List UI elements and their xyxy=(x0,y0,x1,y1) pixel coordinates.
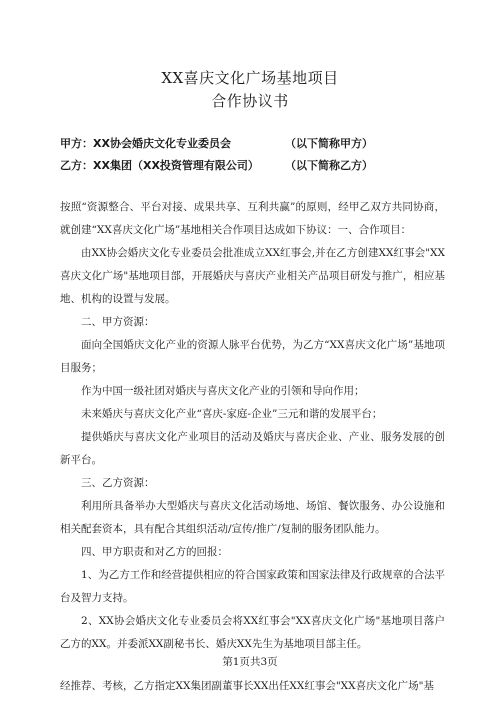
paragraph: 作为中国一级社团对婚庆与喜庆文化产业的引领和导向作用； xyxy=(81,385,365,397)
party-a-label: 甲方：XX协会婚庆文化专业委员会 xyxy=(60,137,231,150)
paragraph: 1、为乙方工作和经营提供相应的符合国家政策和国家法律及行政规章的合法平台及智力支持。 xyxy=(60,569,445,604)
party-b-line xyxy=(60,157,373,173)
party-b-label: 乙方：XX集团（XX投资管理有限公司） xyxy=(60,159,259,172)
party-a-line xyxy=(60,135,373,151)
page-footer: 第1页共3页 xyxy=(222,656,278,668)
party-a-note: （以下简称甲方） xyxy=(285,137,373,150)
paragraph: 三、乙方资源： xyxy=(81,477,155,489)
paragraph: 二、甲方资源： xyxy=(81,316,155,328)
paragraph: 由XX协会婚庆文化专业委员会批准成立XX红事会,并在乙方创建XX红事会"XX喜庆文化广场"基地项目部，开展婚庆与喜庆产业相关产品项目研发与推广，相应基地、机构的设置与发展。 xyxy=(60,247,445,305)
paragraph: 面向全国婚庆文化产业的资源人脉平台优势，为乙方“XX喜庆文化广场”基地项目服务； xyxy=(60,339,445,374)
paragraph: 按照“资源整合、平台对接、成果共享、互利共赢”的原则，经甲乙双方共同协商，就创建“XX喜庆文化广场”基地相关合作项目达成如下协议：一、合作项目： xyxy=(60,201,445,236)
paragraph: 未来婚庆与喜庆文化产业“喜庆-家庭-企业”三元和谐的发展平台； xyxy=(81,408,383,420)
paragraph: 提供婚庆与喜庆文化产业项目的活动及婚庆与喜庆企业、产业、服务发展的创新平台。 xyxy=(60,431,445,466)
paragraph: 2、XX协会婚庆文化专业委员会将XX红事会"XX喜庆文化广场"基地项目落户乙方的XX。并委派XX副秘书长、婚庆XX先生为基地项目部主任。 xyxy=(60,615,445,650)
agreement-body xyxy=(60,196,445,656)
document-subtitle: 合作协议书 xyxy=(211,92,289,110)
paragraph: 利用所具备举办大型婚庆与喜庆文化活动场地、场馆、餐饮服务、办公设施和相关配套资本，具有配合其组织活动/宣传/推广/复制的服务团队能力。 xyxy=(60,500,445,535)
document-title: XX喜庆文化广场基地项目 xyxy=(161,69,339,87)
party-b-note: （以下简称乙方） xyxy=(285,159,373,172)
paragraph: 四、甲方职责和对乙方的回报： xyxy=(81,546,228,558)
continuation-text: 经推荐、考核，乙方指定XX集团副董事长XX出任XX红事会"XX喜庆文化广场"基 xyxy=(60,680,434,692)
